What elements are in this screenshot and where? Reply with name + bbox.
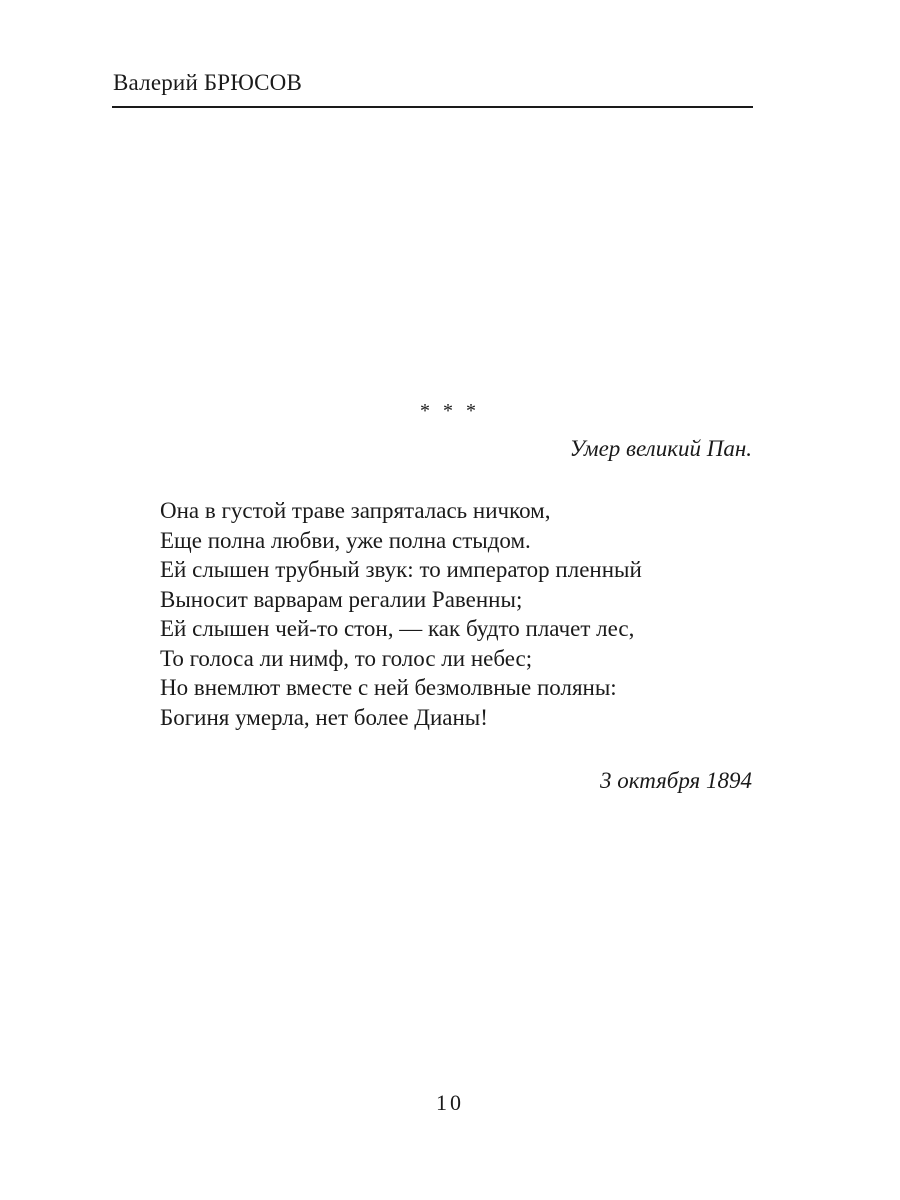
poem-line: Ей слышен чей-то стон, — как будто плачет лес, [160,616,635,641]
poem-line: Но внемлют вместе с ней безмолвные поляны: [160,675,617,700]
poem-line: То голоса ли нимф, то голос ли небес; [160,645,533,671]
poem-line: Богиня умерла, нет более Дианы! [160,704,488,730]
epigraph: Умер великий Пан. [569,436,752,461]
poem-line: Еще полна любви, уже полна стыдом. [160,527,531,553]
header-rule [112,106,753,108]
poem-line: Выносит варварам регалии Равенны; [160,586,523,612]
poem-date: 3 октября 1894 [600,768,752,793]
poem-line: Она в густой траве запряталась ничком, [160,498,551,523]
poem-line: Ей слышен трубный звук: то император пленный [160,557,642,582]
asterism: * * * [420,400,480,422]
page-number: 10 [436,1090,464,1115]
poem-stanza [160,496,642,732]
running-head: Валерий БРЮСОВ [113,70,303,95]
